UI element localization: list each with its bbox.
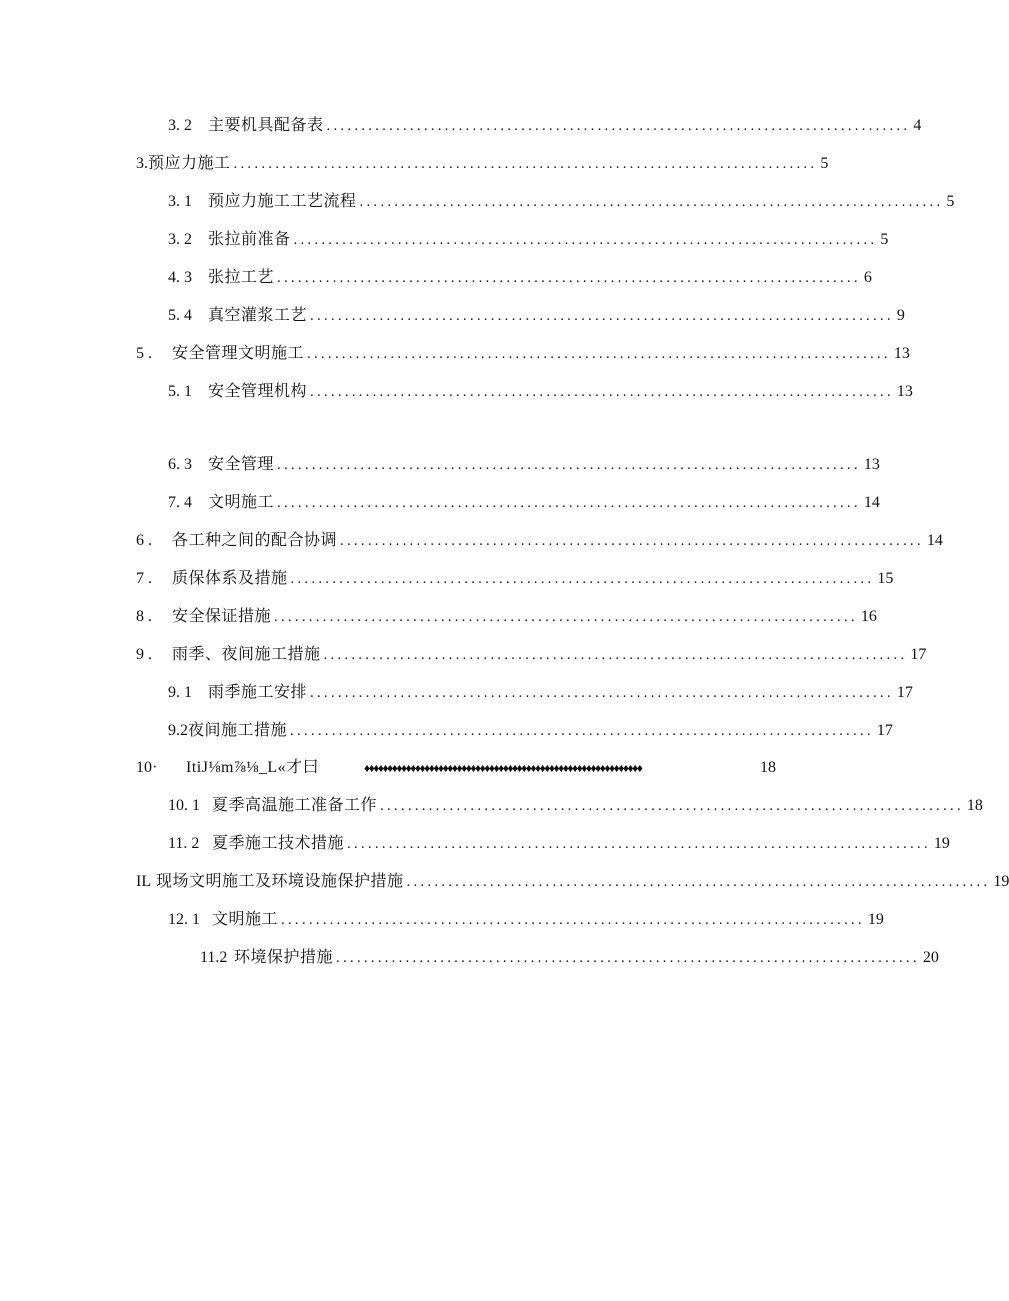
toc-entry-title: 张拉工艺	[208, 269, 275, 286]
toc-entry	[168, 226, 889, 250]
toc-entry-title: 安全管理文明施工	[172, 345, 305, 362]
dot-leader: ....................................................................................	[359, 194, 944, 210]
toc-entry	[136, 565, 894, 589]
toc-entry-page: 5	[820, 155, 829, 172]
toc-entry	[168, 679, 913, 703]
toc-entry	[136, 527, 943, 551]
dot-leader: ....................................................................................	[310, 685, 894, 701]
toc-entry-title: ItiJ⅛m⅞⅛_L«才曰	[186, 759, 320, 776]
toc-entry-title: 主要机具配备表	[208, 117, 324, 134]
toc-entry	[168, 302, 905, 326]
toc-entry-page: 13	[893, 345, 910, 362]
toc-entry	[168, 451, 880, 475]
dot-leader: ....................................................................................	[281, 912, 865, 928]
dot-leader: ....................................................................................	[277, 270, 861, 286]
dot-leader: ....................................................................................	[293, 232, 878, 248]
dot-leader: ....................................................................................	[290, 571, 875, 587]
toc-entry-title: 夜间施工措施	[188, 722, 288, 739]
toc-entry-page: 6	[863, 269, 872, 286]
toc-entry-title: 预应力施工工艺流程	[208, 193, 357, 210]
toc-entry-page: 5	[880, 231, 889, 248]
dot-leader: ....................................................................................	[340, 533, 924, 549]
toc-entry-number: IL	[136, 873, 152, 890]
toc-entry-page: 17	[876, 722, 893, 739]
toc-entry-page: 13	[896, 383, 913, 400]
toc-entry	[136, 641, 927, 665]
toc-entry-number: 7 .	[136, 570, 152, 587]
toc-entry-page: 14	[926, 532, 943, 549]
toc-entry-number: 3. 2	[168, 231, 192, 248]
toc-entry	[200, 944, 939, 968]
toc-entry-number: 5 .	[136, 345, 152, 362]
dot-leader: ....................................................................................	[336, 950, 920, 966]
toc-entry	[168, 906, 884, 930]
toc-entry-title: 环境保护措施	[234, 949, 334, 966]
toc-entry	[136, 868, 1009, 892]
toc-entry-page: 18	[760, 759, 776, 776]
dot-leader: ....................................................................................	[406, 874, 991, 890]
toc-entry-number: 11. 2	[168, 835, 200, 852]
toc-entry-number: 3.	[136, 155, 148, 172]
dot-leader: ....................................................................................	[290, 723, 874, 739]
toc-entry-number: 4. 3	[168, 269, 192, 286]
dot-leader: ....................................................................................	[310, 308, 894, 324]
toc-entry-page: 18	[966, 797, 983, 814]
toc-entry-number: 12. 1	[168, 911, 200, 928]
toc-entry	[168, 264, 872, 288]
toc-entry-title: 雨季施工安排	[208, 684, 308, 701]
dot-leader: ....................................................................................	[326, 118, 911, 134]
toc-entry-page: 20	[922, 949, 939, 966]
dot-leader: ....................................................................................	[323, 647, 908, 663]
toc-entry-title: 张拉前准备	[208, 231, 291, 248]
toc-entry-number: 3. 1	[168, 193, 192, 210]
toc-entry-title: 预应力施工	[148, 155, 231, 172]
toc-entry-page: 13	[863, 456, 880, 473]
toc-entry-title: 质保体系及措施	[172, 570, 288, 587]
toc-entry-number: 6 .	[136, 532, 152, 549]
diamond-leader: ♦♦♦♦♦♦♦♦♦♦♦♦♦♦♦♦♦♦♦♦♦♦♦♦♦♦♦♦♦♦♦♦♦♦♦♦♦♦♦♦♦♦♦♦♦♦♦♦♦♦♦♦♦♦♦♦♦♦♦♦	[364, 761, 642, 775]
dot-leader: ....................................................................................	[347, 836, 931, 852]
toc-entry-number: 9.2	[168, 722, 188, 739]
toc-entry-page: 4	[913, 117, 922, 134]
toc-entry-title: 文明施工	[208, 494, 275, 511]
toc-entry-title: 雨季、夜间施工措施	[172, 646, 321, 663]
toc-entry	[136, 754, 776, 778]
toc-entry-page: 9	[896, 307, 905, 324]
dot-leader: ....................................................................................	[277, 457, 861, 473]
toc-entry-page: 17	[896, 684, 913, 701]
toc-entry-title: 现场文明施工及环境设施保护措施	[156, 873, 404, 890]
toc-entry-page: 16	[860, 608, 877, 625]
toc-entry-page: 19	[867, 911, 884, 928]
toc-entry-number: 11.2	[200, 949, 228, 966]
toc-entry	[168, 188, 955, 212]
toc-entry-number: 10·	[136, 759, 158, 776]
toc-entry-title: 夏季施工技术措施	[212, 835, 345, 852]
dot-leader: ....................................................................................	[380, 798, 964, 814]
toc-entry	[168, 489, 880, 513]
toc-entry	[168, 830, 950, 854]
dot-leader: ....................................................................................	[310, 384, 894, 400]
toc-entry-page: 19	[993, 873, 1009, 890]
toc-entry	[168, 717, 893, 741]
toc-entry-number: 3. 2	[168, 117, 192, 134]
toc-entry-page: 14	[863, 494, 880, 511]
toc-entry-page: 5	[946, 193, 955, 210]
toc-entry-page: 19	[933, 835, 950, 852]
toc-entry-page: 17	[910, 646, 927, 663]
toc-entry	[136, 340, 910, 364]
dot-leader: ....................................................................................	[233, 156, 818, 172]
toc-entry-title: 安全保证措施	[172, 608, 272, 625]
toc-entry-title: 各工种之间的配合协调	[172, 532, 338, 549]
toc-entry-number: 8 .	[136, 608, 152, 625]
toc-entry	[168, 378, 913, 402]
toc-entry-number: 9 .	[136, 646, 152, 663]
toc-entry	[136, 150, 829, 174]
toc-entry-page: 15	[877, 570, 894, 587]
toc-entry-number: 9. 1	[168, 684, 192, 701]
toc-entry-number: 7. 4	[168, 494, 192, 511]
toc-entry-title: 真空灌浆工艺	[208, 307, 308, 324]
toc-entry-number: 6. 3	[168, 456, 192, 473]
toc-entry-number: 5. 4	[168, 307, 192, 324]
toc-entry-title: 文明施工	[212, 911, 279, 928]
toc-entry-number: 10. 1	[168, 797, 200, 814]
dot-leader: ....................................................................................	[274, 609, 858, 625]
toc-entry	[168, 792, 983, 816]
dot-leader: ....................................................................................	[307, 346, 891, 362]
dot-leader: ....................................................................................	[277, 495, 861, 511]
toc-entry	[136, 603, 877, 627]
toc-entry-title: 安全管理	[208, 456, 275, 473]
toc-entry-title: 夏季高温施工准备工作	[212, 797, 378, 814]
toc-entry-number: 5. 1	[168, 383, 192, 400]
toc-entry	[168, 112, 922, 136]
toc-entry-title: 安全管理机构	[208, 383, 308, 400]
